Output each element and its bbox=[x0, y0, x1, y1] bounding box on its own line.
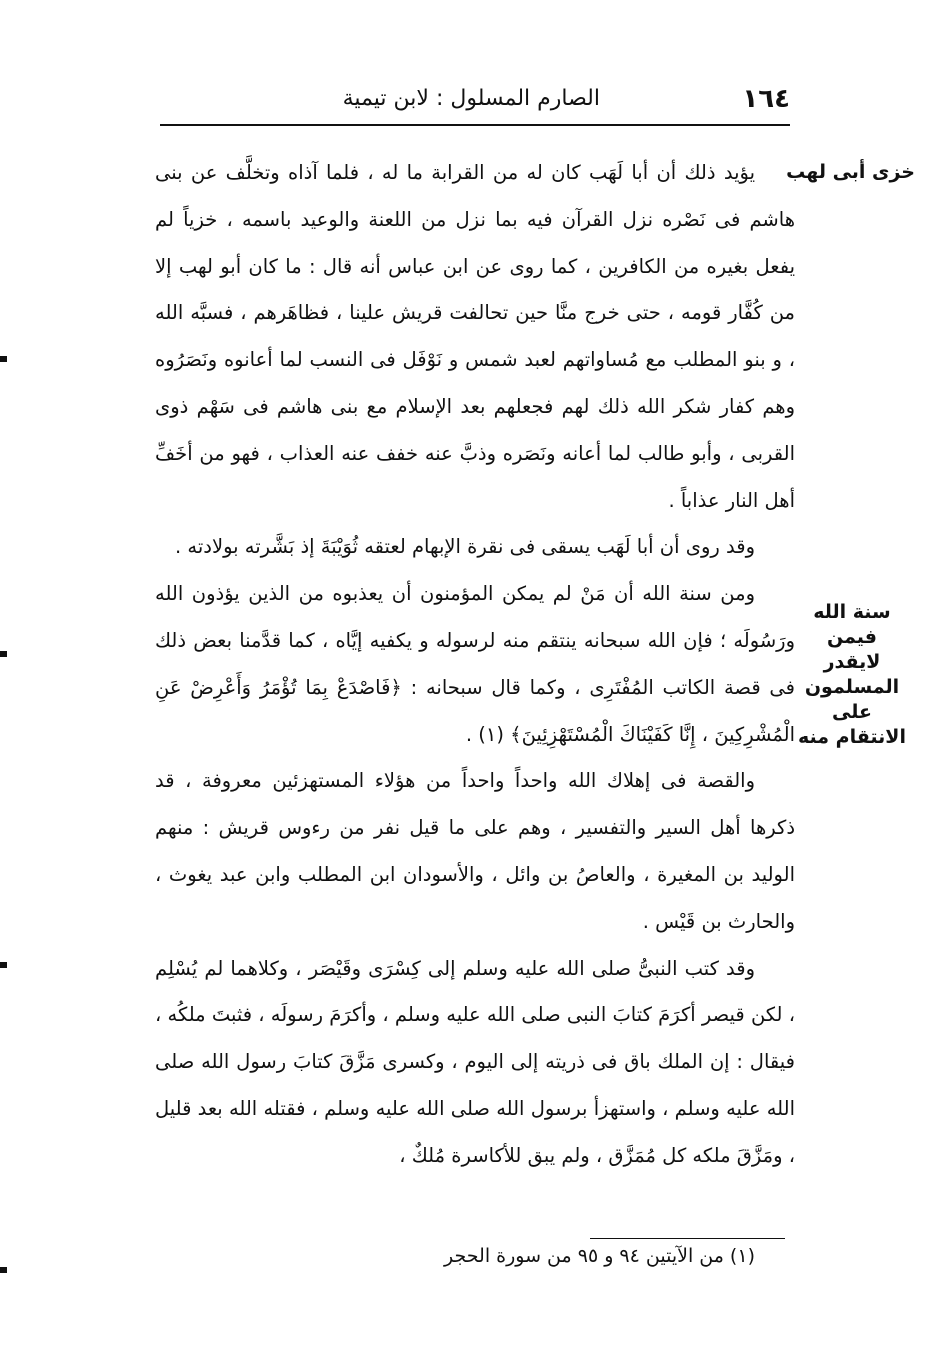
paragraph: ومن سنة الله أن مَنْ لم يمكن المؤمنون أن يعذبوه من الذين يؤذون الله ورَسُولَه ؛ فإن الله سبحانه ينتقم منه لرسوله و يكفيه إيَّاه ، كما قدَّمنا بعض ذلك فى قصة الكاتب المُفْتَرِى ، وكما قال سبحانه : ﴿فَاصْدَعْ بِمَا تُؤْمَرُ وَأَعْرِضْ عَنِ الْمُشْرِكِينَ ، إِنَّا كَفَيْنَاكَ الْمُسْتَهْزِئِينَ﴾ (١) . bbox=[155, 582, 795, 746]
page-number: ١٦٤ bbox=[742, 84, 790, 114]
margin-note-abu-lahab: خزى أبى لهب bbox=[786, 161, 915, 183]
paragraph: والقصة فى إهلاك الله واحداً واحداً من هؤلاء المستهزئين معروفة ، قد ذكرها أهل السير والتفسير ، وهم على ما قيل نفر من رءوس قريش : منهم الوليد بن المغيرة ، والعاصُ بن وائل ، والأسودان ابن المطلب وابن عبد يغوث ، والحارث بن قَيْس . bbox=[155, 769, 795, 933]
scan-edge-mark bbox=[0, 356, 7, 362]
scan-edge-mark bbox=[0, 962, 7, 968]
running-title: الصارم المسلول : لابن تيمية bbox=[342, 86, 600, 111]
scan-edge-mark bbox=[0, 651, 7, 657]
scan-edge-mark bbox=[0, 1267, 7, 1273]
footnote-rule bbox=[590, 1238, 785, 1239]
body-text bbox=[155, 150, 795, 1180]
paragraph: وقد كتب النبىُّ صلى الله عليه وسلم إلى كِسْرَى وقَيْصَر ، وكلاهما لم يُسْلِم ، لكن قيصر أكرَمَ كتابَ النبى صلى الله عليه وسلم ، وأكرَمَ رسولَه ، فثبتَ ملكُه ، فيقال : إن الملك باق فى ذريته إلى اليوم ، وكسرى مَزَّقَ كتابَ رسول الله صلى الله عليه وسلم ، واستهزأ برسول الله صلى الله عليه وسلم ، فقتله الله بعد قليل ، ومَزَّقَ ملكه كل مُمَزَّق ، ولم يبق للأكاسرة مُلكٌ ، bbox=[155, 956, 795, 1167]
footnote: (١) من الآيتين ٩٤ و ٩٥ من سورة الحجر bbox=[444, 1245, 755, 1267]
paragraph: يؤيد ذلك أن أبا لَهَب كان له من القرابة ما له ، فلما آذاه وتخلَّف عن بنى هاشم فى نَصْره نزل القرآن فيه بما نزل من اللعنة والوعيد باسمه ، خزياً لم يفعل بغيره من الكافرين ، كما روى عن ابن عباس أنه قال : ما كان أبو لهب إلا من كُفَّار قومه ، حتى خرج منَّا حين تحالفت قريش علينا ، فظاهَرهم ، فسبَّه الله ، و بنو المطلب مع مُساواتهم لعبد شمس و نَوْفَل فى النسب لما أعانوه ونَصَرُوه وهم كفار شكر الله ذلك لهم فجعلهم بعد الإسلام مع بنى هاشم فى سَهْم ذوى القربى ، وأبو طالب لما أعانه ونَصَره وذبَّ عنه خفف عنه العذاب ، فهو من أخَفِّ أهل النار عذاباً . bbox=[155, 161, 795, 512]
margin-note-sunnat-allah: سنة الله فيمن لايقدر المسلمون على الانتقام منه bbox=[798, 601, 906, 748]
header-rule bbox=[160, 124, 790, 126]
page-header bbox=[160, 80, 790, 120]
paragraph: وقد روى أن أبا لَهَب يسقى فى نقرة الإبهام لعتقه ثُوَيْبَةَ إذ بَشَّرته بولادته . bbox=[175, 535, 755, 559]
